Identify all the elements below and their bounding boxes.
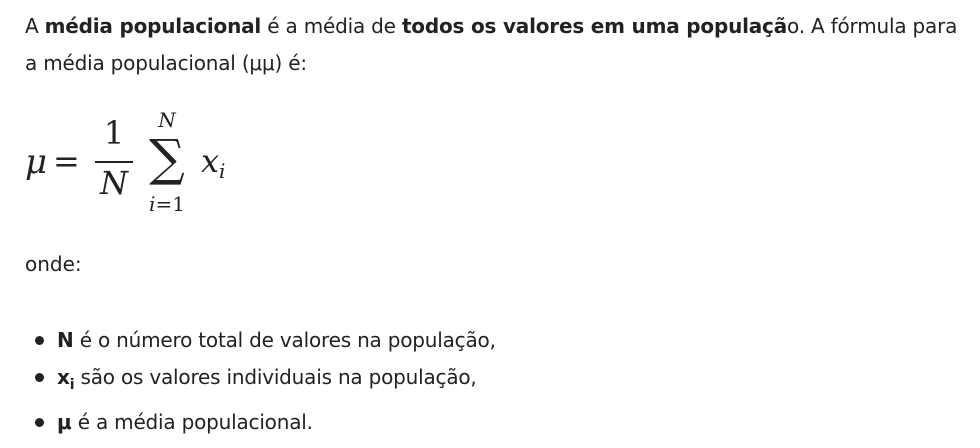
intro-text-2: é a média de (261, 14, 402, 38)
intro-text-1: A (25, 14, 45, 38)
definitions-list (25, 322, 496, 441)
fraction-bar (95, 161, 133, 163)
definition-symbol: N (57, 328, 74, 352)
intro-bold-term-1: média populacional (44, 14, 262, 38)
formula-equals: = (53, 142, 80, 180)
definition-symbol: μ (57, 410, 72, 434)
definition-text: é a média populacional. (71, 410, 313, 434)
list-item (25, 322, 496, 359)
list-item (25, 404, 496, 441)
sum-index-var: i (149, 192, 156, 216)
definition-text: é o número total de valores na população, (73, 328, 496, 352)
term-subscript: i (219, 159, 226, 183)
sum-index-start: =1 (155, 192, 185, 216)
bullet-dot-icon (35, 418, 44, 427)
sum-upper-limit: N (158, 108, 176, 132)
formula-denominator: N (100, 164, 128, 202)
article-body (25, 8, 965, 82)
bullet-dot-icon (35, 336, 44, 345)
definition-text: são os valores individuais na população, (74, 365, 477, 389)
formula-fraction (93, 114, 135, 204)
intro-bold-term-2: todos os valores em uma populaçã (401, 14, 788, 38)
definition-symbol: x (57, 365, 70, 389)
definition-symbol-subscript: i (69, 377, 75, 393)
population-mean-formula (25, 108, 285, 226)
formula-term (201, 142, 225, 183)
summation-sigma: ∑ (149, 129, 185, 187)
intro-text-3: o. A fórmula para a média populacional (μμ) é: (25, 14, 958, 75)
formula-lhs: μ (25, 142, 48, 182)
list-item (25, 359, 496, 404)
sum-lower-limit (141, 192, 193, 216)
intro-paragraph (25, 8, 965, 82)
term-symbol: x (201, 142, 220, 180)
formula-numerator: 1 (103, 114, 125, 152)
bullet-dot-icon (35, 373, 44, 382)
where-label: onde: (25, 252, 82, 276)
